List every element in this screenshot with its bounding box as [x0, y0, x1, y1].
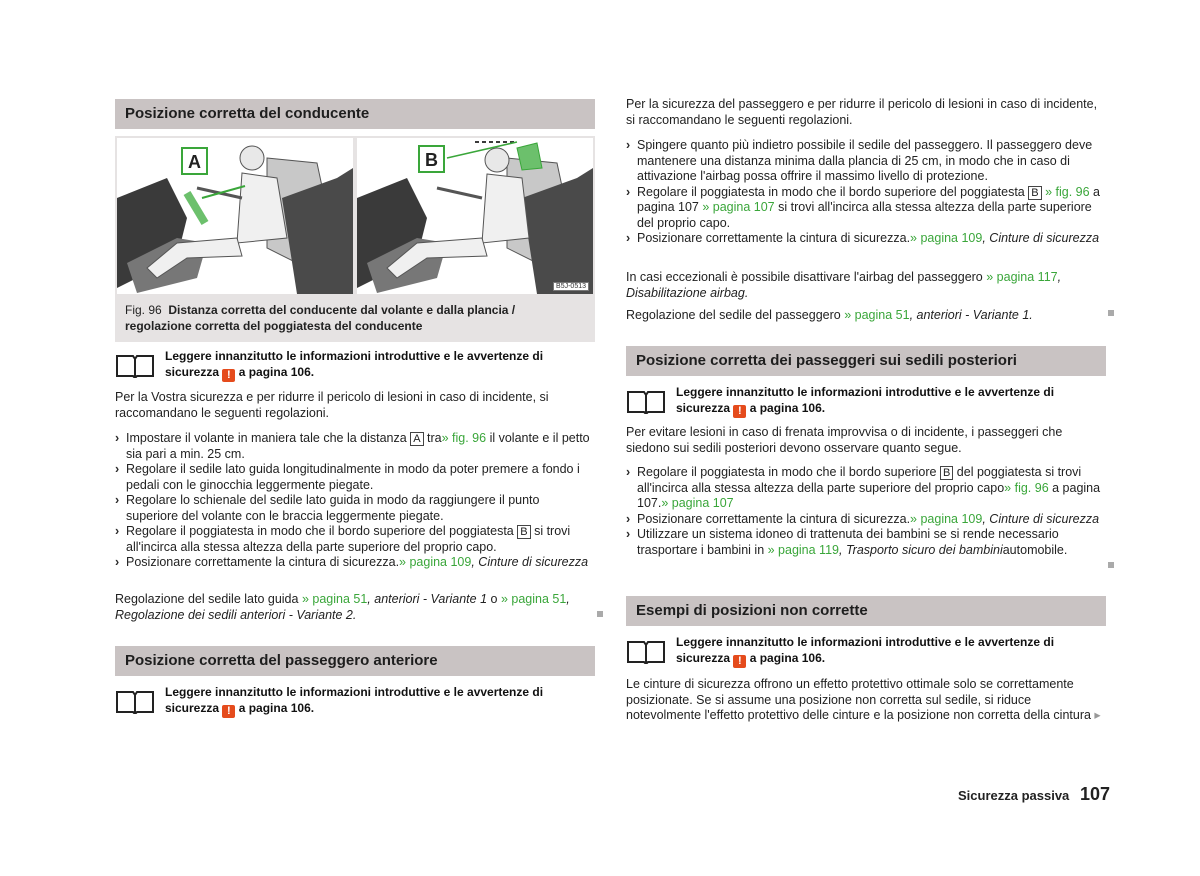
book-icon	[626, 638, 666, 664]
figure-caption	[115, 296, 595, 342]
svg-text:B: B	[425, 150, 438, 170]
book-icon	[115, 352, 155, 378]
section-heading-incorrect-positions: Esempi di posizioni non corrette	[626, 596, 1106, 626]
list-item: › Posizionare correttamente la cintura di sicurezza.» pagina 109, Cinture di sicurezza	[626, 511, 1100, 526]
link-fig-96[interactable]: » fig. 96	[1004, 480, 1049, 495]
list-item: › Spingere quanto più indietro possibile il sedile del passeggero. Il passeggero deve mantenere una distanza minima dalla plancia di 25 cm, in modo che in caso di attivazione l'airbag possa offrire il massimo livello di protezione.	[626, 138, 1093, 183]
section-heading-rear-passengers: Posizione corretta dei passeggeri sui sedili posteriori	[626, 346, 1106, 376]
note-intro-2	[115, 684, 595, 720]
section-heading-front-passenger: Posizione corretta del passeggero anteriore	[115, 646, 595, 676]
list-item: › Utilizzare un sistema idoneo di trattenuta dei bambini se si rende necessario trasportare i bambini in » pagina 119, Trasporto sicuro dei bambiniautomobile.	[626, 527, 1068, 557]
ref-label-b: B	[1028, 186, 1041, 200]
list-item: › Posizionare correttamente la cintura di sicurezza.» pagina 109, Cinture di sicurezza	[115, 555, 589, 569]
chevron-right-icon: ›	[626, 231, 631, 245]
rear-intro: Per evitare lesioni in caso di frenata improvvisa o di incidente, i passeggeri che siedono sui sedili posteriori devono osservare quanto segue.	[626, 425, 1063, 455]
link-pagina-107[interactable]: » pagina 107	[702, 200, 775, 214]
note-text: Leggere innanzitutto le informazioni introduttive e le avvertenze di sicurezza ! a pagina 106.	[165, 349, 544, 381]
section-end-mark	[597, 611, 603, 617]
caption-fig-number: Fig. 96	[125, 303, 162, 317]
note-intro-4	[626, 634, 1106, 670]
rear-bullets	[626, 465, 1106, 558]
chevron-right-icon: ›	[115, 431, 120, 445]
svg-text:A: A	[188, 152, 201, 172]
list-item: › Impostare il volante in maniera tale che la distanza A tra» fig. 96 il volante e il petto sia pari a min. 25 cm.	[115, 431, 590, 461]
list-item: › Regolare il sedile lato guida longitudinalmente in modo da poter premere a fondo i pedali con le ginocchia leggermente piegate.	[115, 462, 580, 492]
list-item: › Regolare il poggiatesta in modo che il bordo superiore B del poggiatesta si trovi all'incirca alla stessa altezza della parte superiore del proprio capo» fig. 96 a pagina 107.» pagina 107	[626, 465, 1101, 510]
link-pagina-109[interactable]: » pagina 109	[910, 511, 983, 526]
note-text: Leggere innanzitutto le informazioni introduttive e le avvertenze di sicurezza ! a pagina 106.	[165, 685, 544, 717]
driver-illustration	[117, 138, 353, 294]
link-pagina-107[interactable]: » pagina 107	[661, 496, 734, 510]
footer-section-title: Sicurezza passiva	[958, 788, 1070, 803]
chevron-right-icon: ›	[626, 138, 631, 152]
list-item: › Regolare lo schienale del sedile lato guida in modo da raggiungere il punto superiore del volante con le braccia leggermente piegate.	[115, 493, 540, 523]
chevron-right-icon: ›	[115, 555, 120, 569]
warning-icon: !	[733, 405, 746, 418]
page-number: 107	[1080, 784, 1111, 804]
figure-code: B5J-0513	[553, 282, 589, 291]
caption-text: Distanza corretta del conducente dal volante e dalla plancia / regolazione corretta del poggiatesta del conducente	[125, 303, 516, 333]
passenger-bullets	[626, 138, 1106, 247]
link-pagina-117[interactable]: » pagina 117	[986, 270, 1058, 284]
chevron-right-icon: ›	[626, 465, 631, 479]
driver-intro: Per la Vostra sicurezza e per ridurre il pericolo di lesioni in caso di incidente, si raccomandano le seguenti regolazioni.	[115, 390, 549, 420]
figure-panel-a	[117, 138, 353, 294]
link-pagina-119[interactable]: » pagina 119	[767, 542, 839, 557]
list-item: › Regolare il poggiatesta in modo che il bordo superiore del poggiatesta B » fig. 96 a pagina 107 » pagina 107 si trovi all'incirca alla stessa altezza della parte superiore del proprio capo.	[626, 184, 1100, 230]
link-fig-96[interactable]: » fig. 96	[441, 431, 487, 445]
link-pagina-51[interactable]: » pagina 51	[301, 592, 368, 606]
link-pagina-51[interactable]: » pagina 51	[500, 592, 567, 606]
warning-icon: !	[222, 705, 235, 718]
ref-label-b: B	[517, 525, 530, 539]
chevron-right-icon: ›	[626, 511, 631, 526]
section-heading-driver: Posizione corretta del conducente	[115, 99, 595, 129]
ref-label-a: A	[410, 432, 423, 446]
closing-paragraph: Le cinture di sicurezza offrono un effetto protettivo ottimale solo se correttamente posizionate. Se si assume una posizione non corretta sul sedile, si riduce notevolmente l'effetto protettivo delle cinture e la posizione non corretta della cintura ▸	[626, 677, 1101, 722]
link-pagina-109[interactable]: » pagina 109	[910, 231, 983, 245]
book-icon	[626, 388, 666, 414]
figure-96	[115, 136, 595, 296]
chevron-right-icon: ›	[626, 527, 631, 541]
note-intro-3	[626, 384, 1106, 420]
passenger-seat-regulation: Regolazione del sedile del passeggero » pagina 51, anteriori - Variante 1.	[626, 308, 1033, 322]
list-item: › Regolare il poggiatesta in modo che il bordo superiore del poggiatesta B si trovi all'incirca alla stessa altezza della parte superiore del proprio capo.	[115, 524, 571, 554]
chevron-right-icon: ›	[626, 184, 631, 199]
ref-label-b: B	[940, 466, 953, 480]
book-icon	[115, 688, 155, 714]
note-text: Leggere innanzitutto le informazioni introduttive e le avvertenze di sicurezza ! a pagina 106.	[676, 385, 1055, 417]
chevron-right-icon: ›	[115, 524, 120, 538]
figure-panel-b	[357, 138, 593, 294]
driver-seat-regulation: Regolazione del sedile lato guida » pagina 51, anteriori - Variante 1 o » pagina 51, Regolazione dei sedili anteriori - Variante 2.	[115, 592, 570, 622]
passenger-intro: Per la sicurezza del passeggero e per ridurre il pericolo di lesioni in caso di incidente, si raccomandano le seguenti regolazioni.	[626, 97, 1098, 127]
note-text: Leggere innanzitutto le informazioni introduttive e le avvertenze di sicurezza ! a pagina 106.	[676, 635, 1055, 667]
continue-arrow-icon: ▸	[1094, 708, 1101, 722]
chevron-right-icon: ›	[115, 462, 120, 476]
chevron-right-icon: ›	[115, 493, 120, 507]
driver-bullets	[115, 431, 595, 571]
section-end-mark	[1108, 310, 1114, 316]
airbag-note: In casi eccezionali è possibile disattivare l'airbag del passeggero » pagina 117, Disabilitazione airbag.	[626, 270, 1062, 300]
warning-icon: !	[733, 655, 746, 668]
note-intro-1	[115, 348, 595, 384]
link-fig-96[interactable]: » fig. 96	[1041, 184, 1090, 199]
link-pagina-109[interactable]: » pagina 109	[399, 555, 472, 569]
warning-icon: !	[222, 369, 235, 382]
link-pagina-51[interactable]: » pagina 51	[844, 308, 910, 322]
headrest-illustration	[357, 138, 593, 294]
section-end-mark	[1108, 562, 1114, 568]
list-item: › Posizionare correttamente la cintura di sicurezza.» pagina 109, Cinture di sicurezza	[626, 231, 1100, 245]
